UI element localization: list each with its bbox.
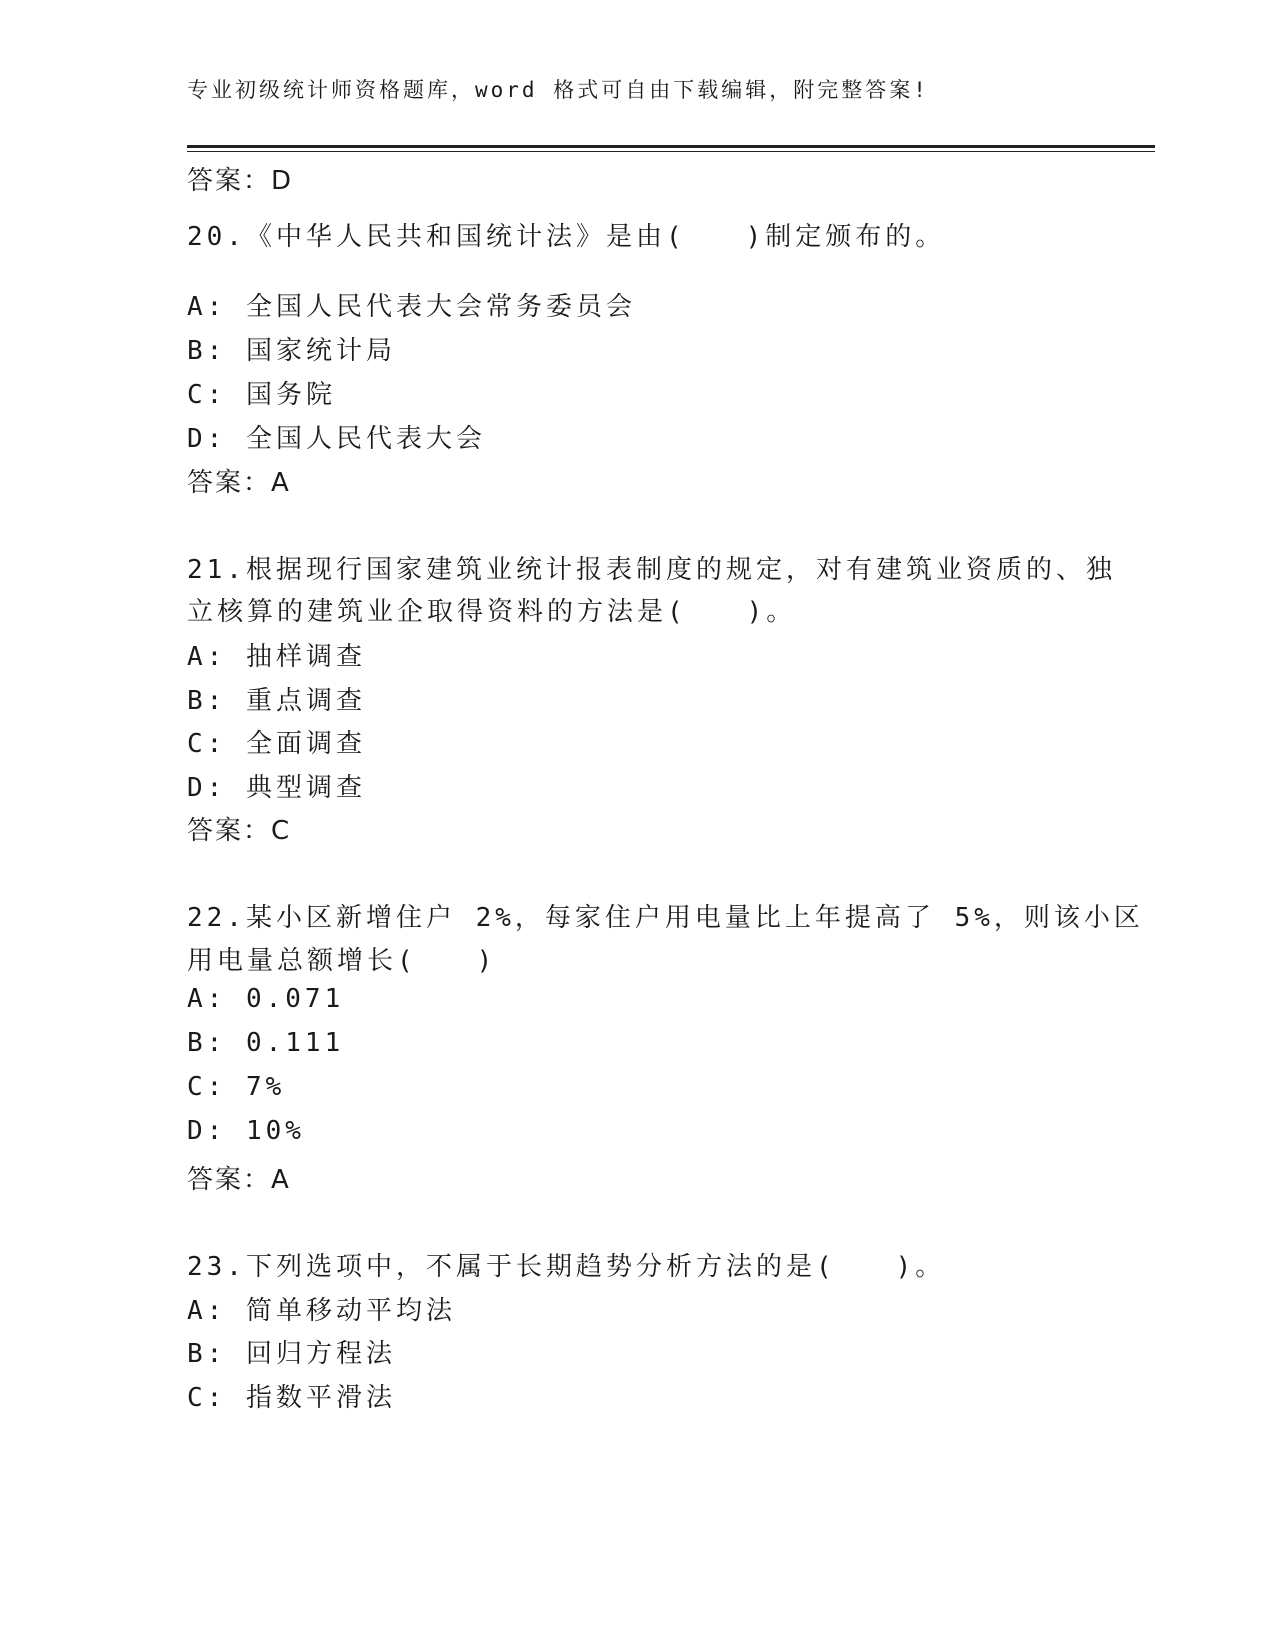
question-23-option-c: C: 指数平滑法 [187,1383,396,1413]
question-21-option-a: A: 抽样调查 [187,642,366,672]
question-20-option-c: C: 国务院 [187,380,336,410]
question-20-option-d: D: 全国人民代表大会 [187,424,486,454]
question-20-option-a: A: 全国人民代表大会常务委员会 [187,292,636,322]
question-22-option-b: B: 0.111 [187,1028,345,1058]
question-23-option-a: A: 简单移动平均法 [187,1296,456,1326]
question-20-answer: 答案：A [187,468,291,498]
question-21-stem-line-2: 立核算的建筑业企取得资料的方法是( )。 [187,597,797,627]
question-21-option-d: D: 典型调查 [187,773,366,803]
question-22-option-c: C: 7% [187,1072,286,1102]
question-22-answer: 答案：A [187,1165,291,1195]
question-21-option-b: B: 重点调查 [187,686,366,716]
question-21-option-c: C: 全面调查 [187,729,366,759]
question-22-option-d: D: 10% [187,1116,305,1146]
header-rule-thick [187,145,1155,148]
question-21-answer: 答案：C [187,816,292,846]
question-22-option-a: A: 0.071 [187,984,345,1014]
page-header: 专业初级统计师资格题库，word 格式可自由下载编辑，附完整答案! [187,78,929,102]
previous-answer: 答案：D [187,166,294,196]
question-23-option-b: B: 回归方程法 [187,1339,396,1369]
question-22-stem-line-2: 用电量总额增长( ) [187,946,497,976]
question-20-option-b: B: 国家统计局 [187,336,396,366]
question-20-stem-line-1: 20.《中华人民共和国统计法》是由( )制定颁布的。 [187,222,946,252]
question-23-stem-line-1: 23.下列选项中，不属于长期趋势分析方法的是( )。 [187,1252,946,1282]
header-rule-thin [187,151,1155,152]
question-21-stem-line-1: 21.根据现行国家建筑业统计报表制度的规定，对有建筑业资质的、独 [187,555,1116,585]
question-22-stem-line-1: 22.某小区新增住户 2%，每家住户用电量比上年提高了 5%，则该小区 [187,903,1144,933]
